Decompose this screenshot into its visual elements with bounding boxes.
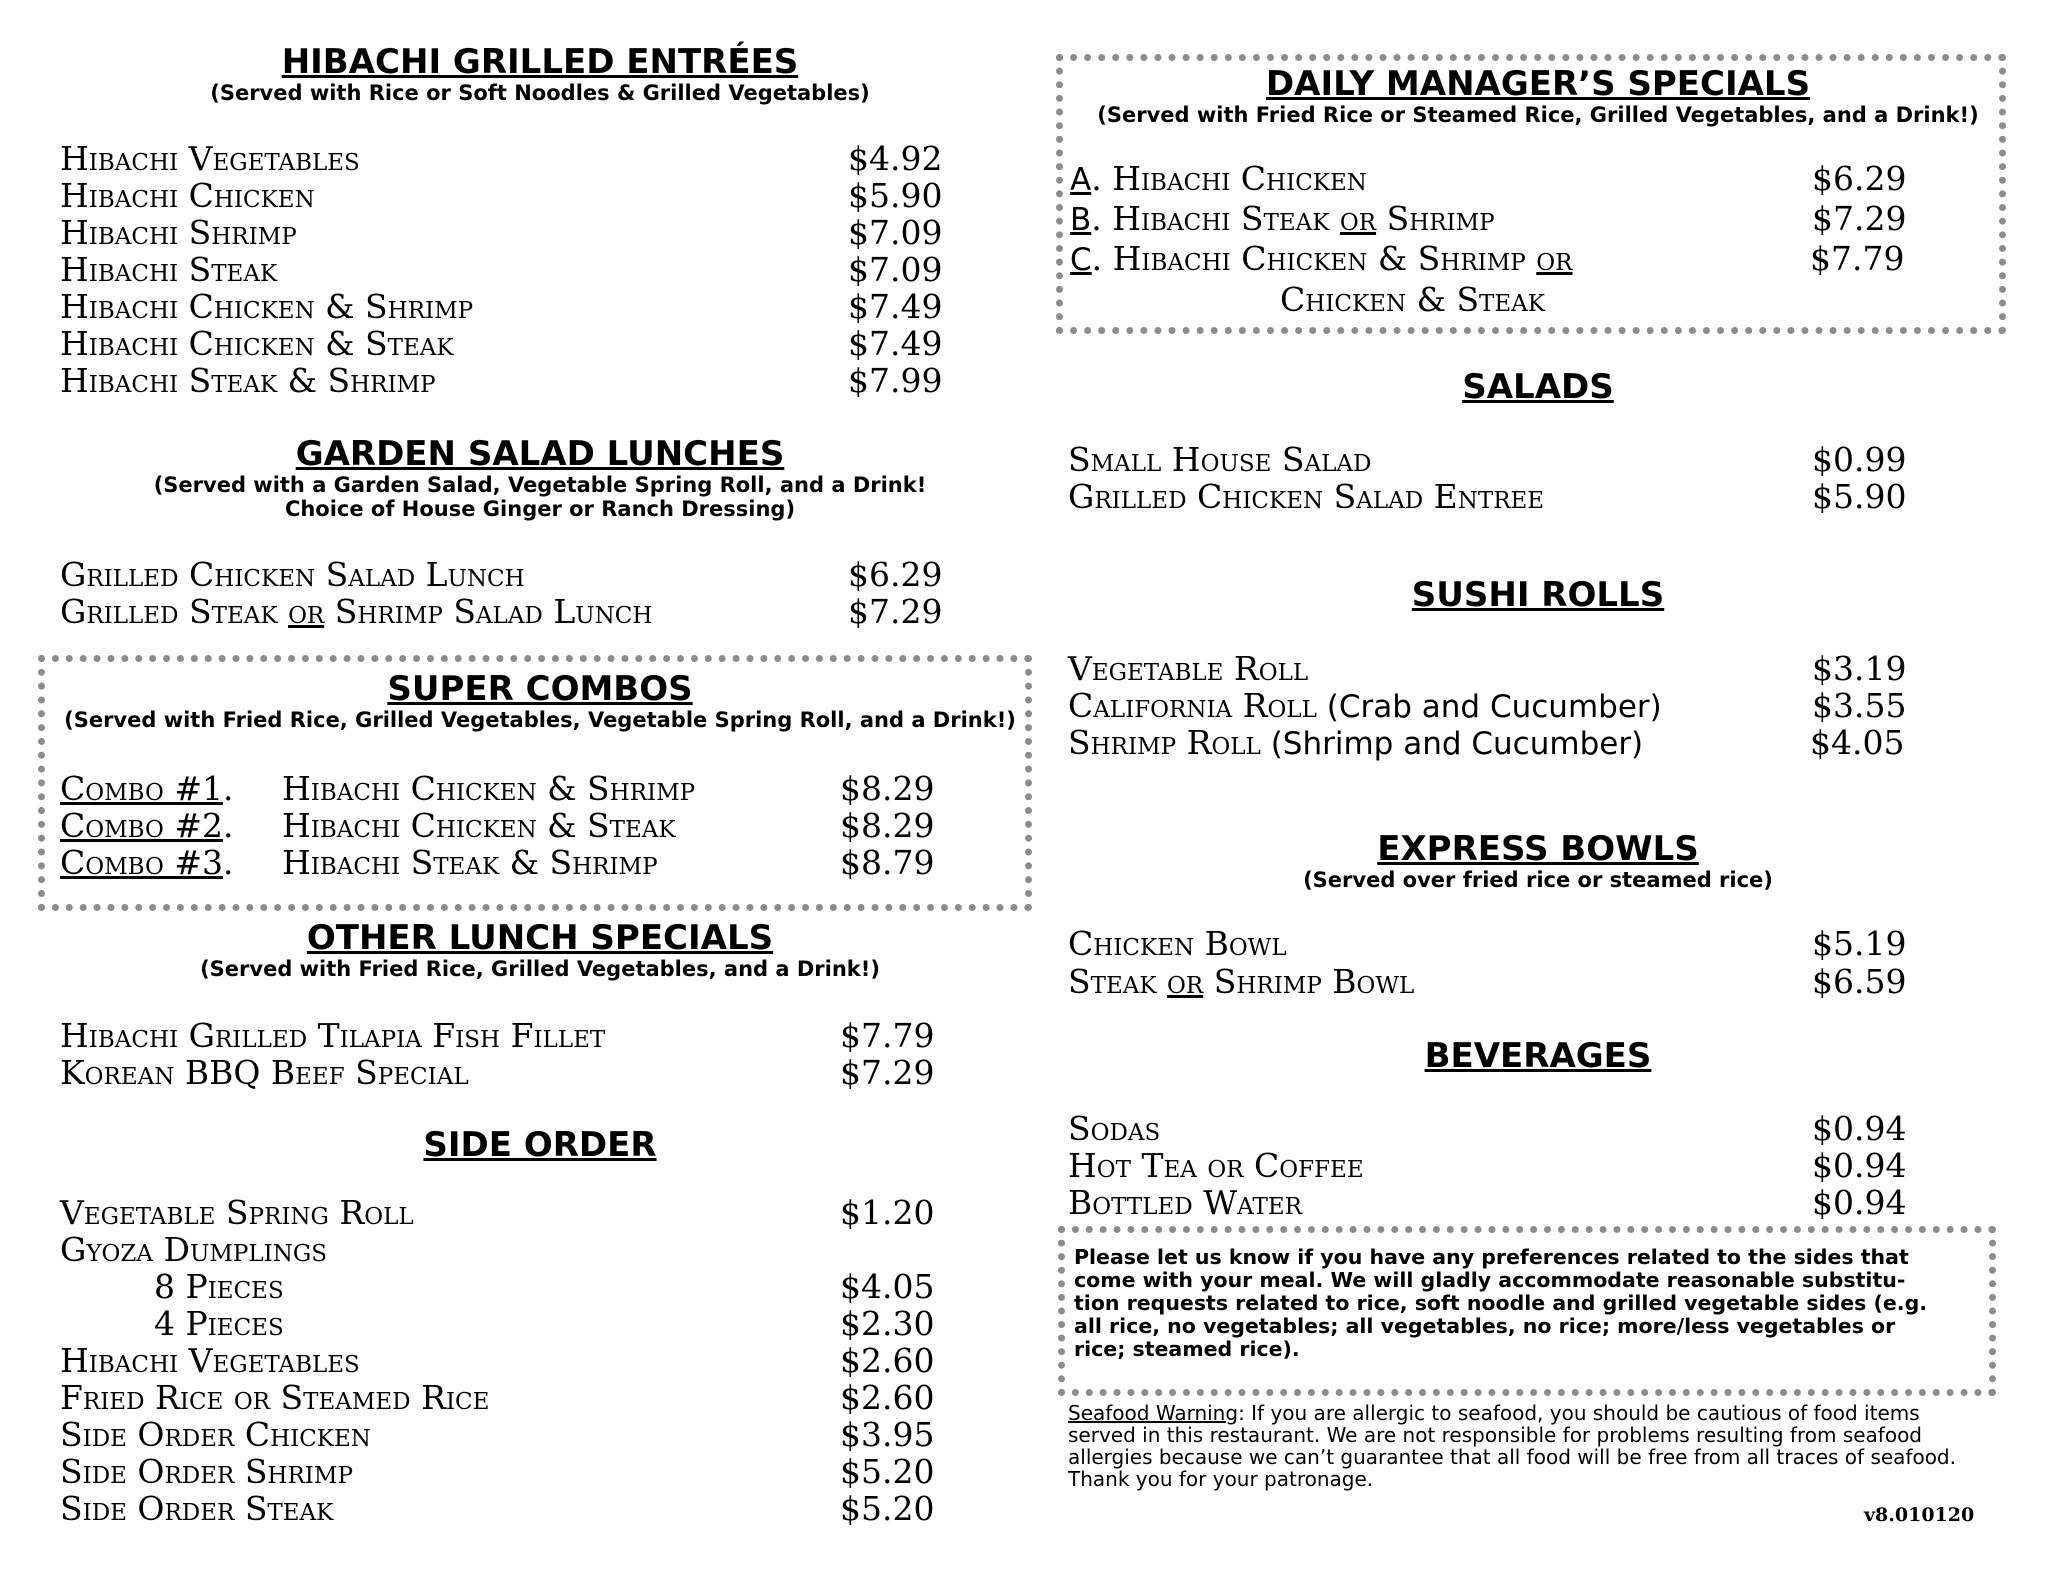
menu-item: Hibachi Chicken & Shrimp $7.49 [60, 287, 943, 326]
menu-item: Hot Tea or Coffee $0.94 [1068, 1146, 1907, 1185]
hibachi-title: HIBACHI GRILLED ENTRÉES [281, 42, 799, 82]
other-subtitle: (Served with Fried Rice, Grilled Vegetables, and a Drink!) [200, 957, 880, 981]
menu-item: Gyoza Dumplings [60, 1230, 327, 1269]
menu-item: Hibachi Chicken & Steak $7.49 [60, 324, 943, 363]
menu-item: Hibachi Steak $7.09 [60, 250, 943, 289]
special-item: A. Hibachi Chicken $6.29 [1070, 159, 1907, 198]
garden-subtitle-1: (Served with a Garden Salad, Vegetable Spring Roll, and a Drink! [153, 473, 927, 497]
garden-title: GARDEN SALAD LUNCHES [295, 434, 785, 474]
menu-item: 8 Pieces $4.05 [154, 1267, 935, 1306]
special-item: B. Hibachi Steak or Shrimp $7.29 [1070, 199, 1907, 238]
combo-item: Combo #1. Hibachi Chicken & Shrimp $8.29 [60, 769, 935, 808]
menu-item: Fried Rice or Steamed Rice $2.60 [60, 1378, 935, 1417]
menu-item: Vegetable Spring Roll $1.20 [60, 1193, 935, 1232]
menu-item: Hibachi Shrimp $7.09 [60, 213, 943, 252]
notice-line: come with your meal. We will gladly accommodate reasonable substitu- [1074, 1268, 1906, 1292]
menu-item: Small House Salad $0.99 [1068, 440, 1907, 479]
menu-item: 4 Pieces $2.30 [154, 1304, 935, 1343]
garden-subtitle-2: Choice of House Ginger or Ranch Dressing) [284, 497, 796, 521]
menu-item: Sodas $0.94 [1068, 1109, 1907, 1148]
menu-item: Steak or Shrimp Bowl $6.59 [1068, 962, 1907, 1001]
menu-item: Chicken Bowl $5.19 [1068, 924, 1907, 963]
other-title: OTHER LUNCH SPECIALS [306, 918, 774, 958]
manager-subtitle: (Served with Fried Rice or Steamed Rice, Grilled Vegetables, and a Drink!) [1097, 103, 1979, 127]
combos-title: SUPER COMBOS [387, 669, 693, 709]
menu-item: Hibachi Vegetables $2.60 [60, 1341, 935, 1380]
menu-item: Hibachi Vegetables $4.92 [60, 139, 943, 178]
menu-item: Side Order Steak $5.20 [60, 1489, 935, 1528]
side-title: SIDE ORDER [423, 1125, 657, 1165]
notice-line: all rice, no vegetables; all vegetables, no rice; more/less vegetables or [1074, 1314, 1896, 1338]
special-item: C. Hibachi Chicken & Shrimp or $7.79 [1070, 239, 1905, 278]
menu-item: Hibachi Chicken $5.90 [60, 176, 943, 215]
seafood-warning-line: Thank you for your patronage. [1068, 1467, 1374, 1491]
combo-item: Combo #2. Hibachi Chicken & Steak $8.29 [60, 806, 935, 845]
notice-line: tion requests related to rice, soft noodle and grilled vegetable sides (e.g. [1074, 1291, 1928, 1315]
seafood-warning-line: served in this restaurant. We are not responsible for problems resulting from seafood [1068, 1423, 1923, 1447]
notice-line: rice; steamed rice). [1074, 1337, 1300, 1361]
menu-item: Vegetable Roll $3.19 [1068, 649, 1907, 688]
menu-item: Korean BBQ Beef Special $7.29 [60, 1053, 935, 1092]
combos-subtitle: (Served with Fried Rice, Grilled Vegetables, Vegetable Spring Roll, and a Drink!) [64, 708, 1016, 732]
menu-item: Hibachi Grilled Tilapia Fish Fillet $7.79 [60, 1016, 935, 1055]
special-item-continued: Chicken & Steak [1280, 280, 1545, 319]
combo-item: Combo #3. Hibachi Steak & Shrimp $8.79 [60, 843, 935, 882]
menu-item: Grilled Chicken Salad Lunch $6.29 [60, 555, 943, 594]
bowls-title: EXPRESS BOWLS [1377, 829, 1699, 869]
seafood-warning-label: Seafood Warning [1068, 1401, 1239, 1425]
menu-item: Bottled Water $0.94 [1068, 1183, 1907, 1222]
hibachi-subtitle: (Served with Rice or Soft Noodles & Grilled Vegetables) [210, 81, 870, 105]
menu-item: Hibachi Steak & Shrimp $7.99 [60, 361, 943, 400]
notice-line: Please let us know if you have any preferences related to the sides that [1074, 1245, 1909, 1269]
menu-item: California Roll (Crab and Cucumber) $3.55 [1068, 686, 1907, 725]
salads-title: SALADS [1462, 367, 1614, 407]
version-label: v8.010120 [1864, 1504, 1975, 1526]
seafood-warning-line: allergies because we can’t guarantee that all food will be free from all traces of seafood. [1068, 1445, 1956, 1469]
seafood-warning-line: Seafood Warning: If you are allergic to seafood, you should be cautious of food items [1068, 1401, 1920, 1425]
menu-item: Grilled Steak or Shrimp Salad Lunch $7.29 [60, 592, 943, 631]
menu-item: Side Order Chicken $3.95 [60, 1415, 935, 1454]
menu-item: Shrimp Roll (Shrimp and Cucumber) $4.05 [1068, 723, 1905, 762]
manager-title: DAILY MANAGER’S SPECIALS [1265, 64, 1811, 104]
sushi-title: SUSHI ROLLS [1411, 575, 1665, 615]
menu-item: Grilled Chicken Salad Entree $5.90 [1068, 477, 1907, 516]
menu-item: Side Order Shrimp $5.20 [60, 1452, 935, 1491]
bowls-subtitle: (Served over fried rice or steamed rice) [1303, 868, 1773, 892]
beverages-title: BEVERAGES [1424, 1036, 1652, 1076]
